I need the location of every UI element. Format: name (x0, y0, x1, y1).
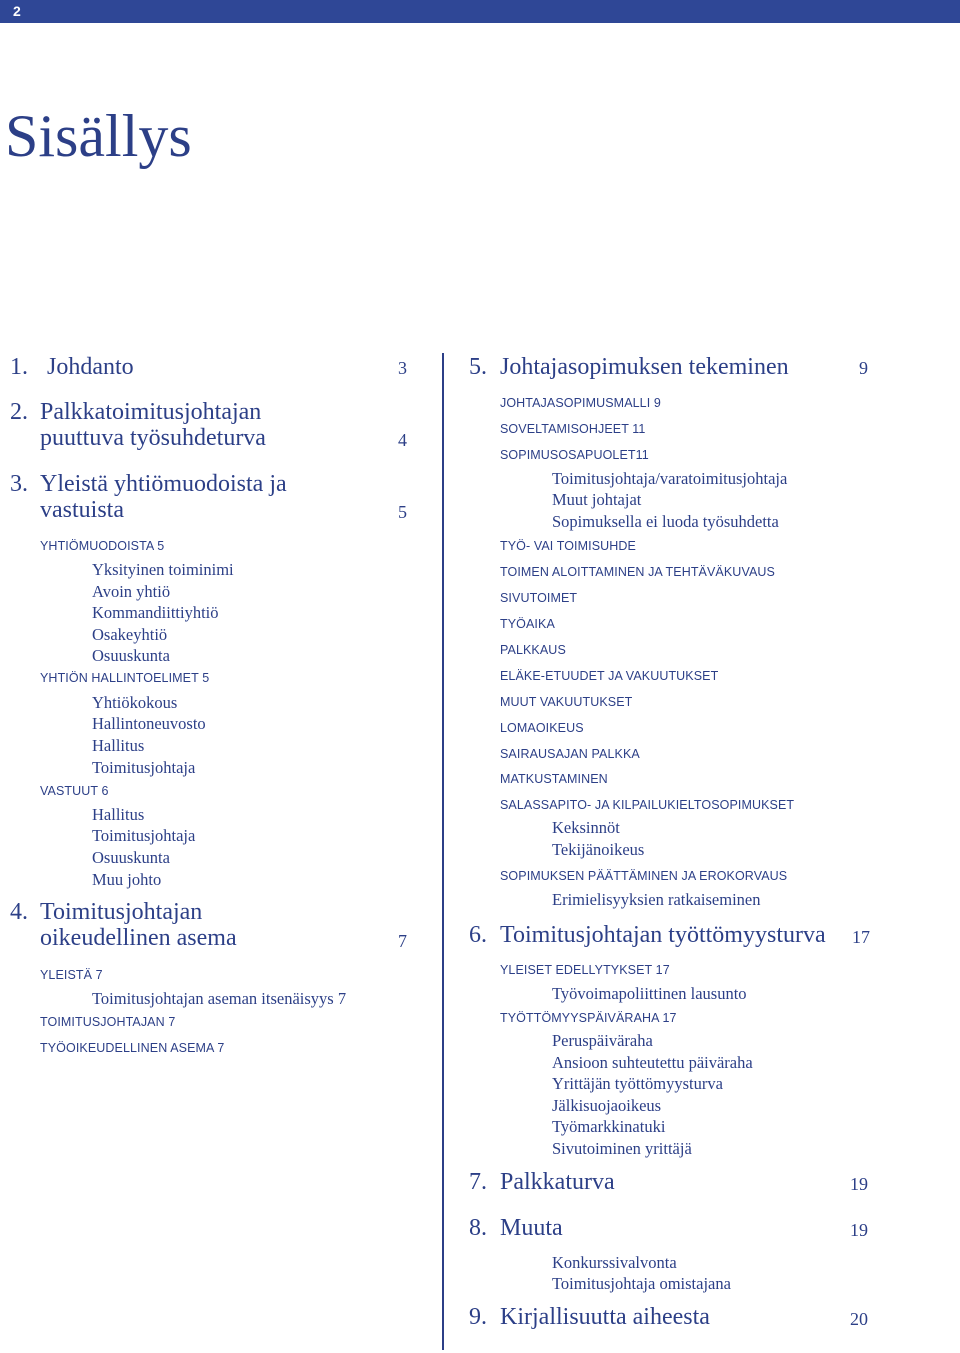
header-bar (0, 0, 960, 23)
chapter-title: Kirjallisuutta aiheesta (500, 1304, 710, 1330)
chapter-page: 19 (850, 1220, 868, 1240)
toc-subitem[interactable]: Toimitusjohtaja (92, 758, 196, 777)
section-heading[interactable]: SOPIMUKSEN PÄÄTTÄMINEN JA EROKORVAUS (500, 869, 788, 883)
chapter-number: 4. (10, 899, 28, 925)
toc-subitem[interactable]: Jälkisuojaoikeus (552, 1096, 662, 1115)
chapter-page: 3 (398, 358, 407, 378)
chapter-page: 19 (850, 1174, 868, 1194)
chapter-page: 5 (398, 502, 407, 522)
chapter-title-line2: oikeudellinen asema (40, 925, 237, 951)
toc-subitem[interactable]: Sivutoiminen yrittäjä (552, 1139, 692, 1158)
section-heading[interactable]: SIVUTOIMET (500, 591, 578, 605)
toc-subitem[interactable]: Toimitusjohtaja (92, 826, 196, 845)
section-heading[interactable]: SALASSAPITO- JA KILPAILUKIELTOSOPIMUKSET (500, 798, 795, 812)
toc-subitem[interactable]: Osuuskunta (92, 848, 170, 867)
toc-subitem[interactable]: Kommandiittiyhtiö (92, 603, 219, 622)
chapter-title-line2: vastuista (40, 497, 124, 523)
toc-subitem[interactable]: Työvoimapoliittinen lausunto (552, 984, 747, 1003)
section-heading[interactable]: VASTUUT 6 (40, 784, 109, 798)
toc-subitem[interactable]: Hallitus (92, 805, 145, 824)
chapter-page: 17 (852, 927, 870, 947)
toc-subitem[interactable]: Tekijänoikeus (552, 840, 645, 859)
section-heading[interactable]: PALKKAUS (500, 643, 566, 657)
section-heading[interactable]: YLEISET EDELLYTYKSET 17 (500, 963, 670, 977)
chapter-title-line1: Palkkatoimitusjohtajan (40, 399, 262, 425)
section-heading[interactable]: TYÖTTÖMYYSPÄIVÄRAHA 17 (500, 1011, 677, 1025)
chapter-title: Johdanto (47, 354, 134, 380)
section-heading[interactable]: YHTIÖMUODOISTA 5 (40, 539, 165, 553)
chapter-title: Johtajasopimuksen tekeminen (500, 354, 789, 380)
chapter-title-line2: puuttuva työsuhdeturva (40, 425, 266, 451)
chapter-page: 7 (398, 931, 407, 951)
toc-subitem[interactable]: Yhtiökokous (92, 693, 178, 712)
chapter-title: Palkkaturva (500, 1169, 615, 1195)
chapter-page: 20 (850, 1309, 868, 1329)
section-heading[interactable]: TOIMITUSJOHTAJAN 7 (40, 1015, 176, 1029)
toc-subitem[interactable]: Erimielisyyksien ratkaiseminen (552, 890, 761, 909)
chapter-number: 7. (469, 1169, 487, 1195)
toc-subitem[interactable]: Yrittäjän työttömyysturva (552, 1074, 723, 1093)
chapter-page: 4 (398, 430, 407, 450)
chapter-number: 8. (469, 1215, 487, 1241)
toc-subitem[interactable]: Muut johtajat (552, 490, 642, 509)
toc-subitem[interactable]: Hallitus (92, 736, 145, 755)
toc-subitem[interactable]: Toimitusjohtajan aseman itsenäisyys 7 (92, 989, 347, 1008)
page-title: Sisällys (5, 103, 192, 169)
toc-subitem[interactable]: Avoin yhtiö (92, 582, 171, 601)
section-heading[interactable]: TYÖ- VAI TOIMISUHDE (500, 539, 636, 553)
section-heading[interactable]: ELÄKE-ETUUDET JA VAKUUTUKSET (500, 669, 719, 683)
toc-subitem[interactable]: Toimitusjohtaja/varatoimitusjohtaja (552, 469, 788, 488)
toc-subitem[interactable]: Keksinnöt (552, 818, 620, 837)
section-heading[interactable]: SOVELTAMISOHJEET 11 (500, 422, 646, 436)
toc-subitem[interactable]: Toimitusjohtaja omistajana (552, 1274, 731, 1293)
section-heading[interactable]: YHTIÖN HALLINTOELIMET 5 (40, 671, 210, 685)
section-heading[interactable]: SAIRAUSAJAN PALKKA (500, 747, 640, 761)
section-heading[interactable]: SOPIMUSOSAPUOLET11 (500, 448, 649, 462)
section-heading[interactable]: TYÖAIKA (500, 617, 555, 631)
section-heading[interactable]: MATKUSTAMINEN (500, 772, 608, 786)
chapter-number: 5. (469, 354, 487, 380)
toc-subitem[interactable]: Ansioon suhteutettu päiväraha (552, 1053, 753, 1072)
toc-subitem[interactable]: Työmarkkinatuki (552, 1117, 666, 1136)
section-heading[interactable]: YLEISTÄ 7 (40, 968, 103, 982)
chapter-number: 6. (469, 922, 487, 948)
chapter-page: 9 (859, 358, 868, 378)
section-heading[interactable]: JOHTAJASOPIMUSMALLI 9 (500, 396, 661, 410)
page-number: 2 (13, 3, 21, 19)
section-heading[interactable]: MUUT VAKUUTUKSET (500, 695, 633, 709)
toc-subitem[interactable]: Hallintoneuvosto (92, 714, 206, 733)
toc-subitem[interactable]: Muu johto (92, 870, 162, 889)
chapter-number: 3. (10, 471, 28, 497)
chapter-title: Muuta (500, 1215, 563, 1241)
chapter-title-line1: Yleistä yhtiömuodoista ja (40, 471, 287, 497)
chapter-title-line1: Toimitusjohtajan (40, 899, 203, 925)
section-heading[interactable]: TOIMEN ALOITTAMINEN JA TEHTÄVÄKUVAUS (500, 565, 775, 579)
chapter-title: Toimitusjohtajan työttömyysturva (500, 922, 826, 948)
toc-subitem[interactable]: Osuuskunta (92, 646, 170, 665)
chapter-number: 9. (469, 1304, 487, 1330)
toc-subitem[interactable]: Konkurssivalvonta (552, 1253, 677, 1272)
toc-subitem[interactable]: Osakeyhtiö (92, 625, 168, 644)
toc-subitem[interactable]: Peruspäiväraha (552, 1031, 653, 1050)
section-heading[interactable]: TYÖOIKEUDELLINEN ASEMA 7 (40, 1041, 225, 1055)
chapter-number: 1. (10, 354, 28, 380)
chapter-number: 2. (10, 399, 28, 425)
toc-subitem[interactable]: Yksityinen toiminimi (92, 560, 234, 579)
toc-subitem[interactable]: Sopimuksella ei luoda työsuhdetta (552, 512, 779, 531)
section-heading[interactable]: LOMAOIKEUS (500, 721, 584, 735)
column-divider (442, 353, 444, 1350)
